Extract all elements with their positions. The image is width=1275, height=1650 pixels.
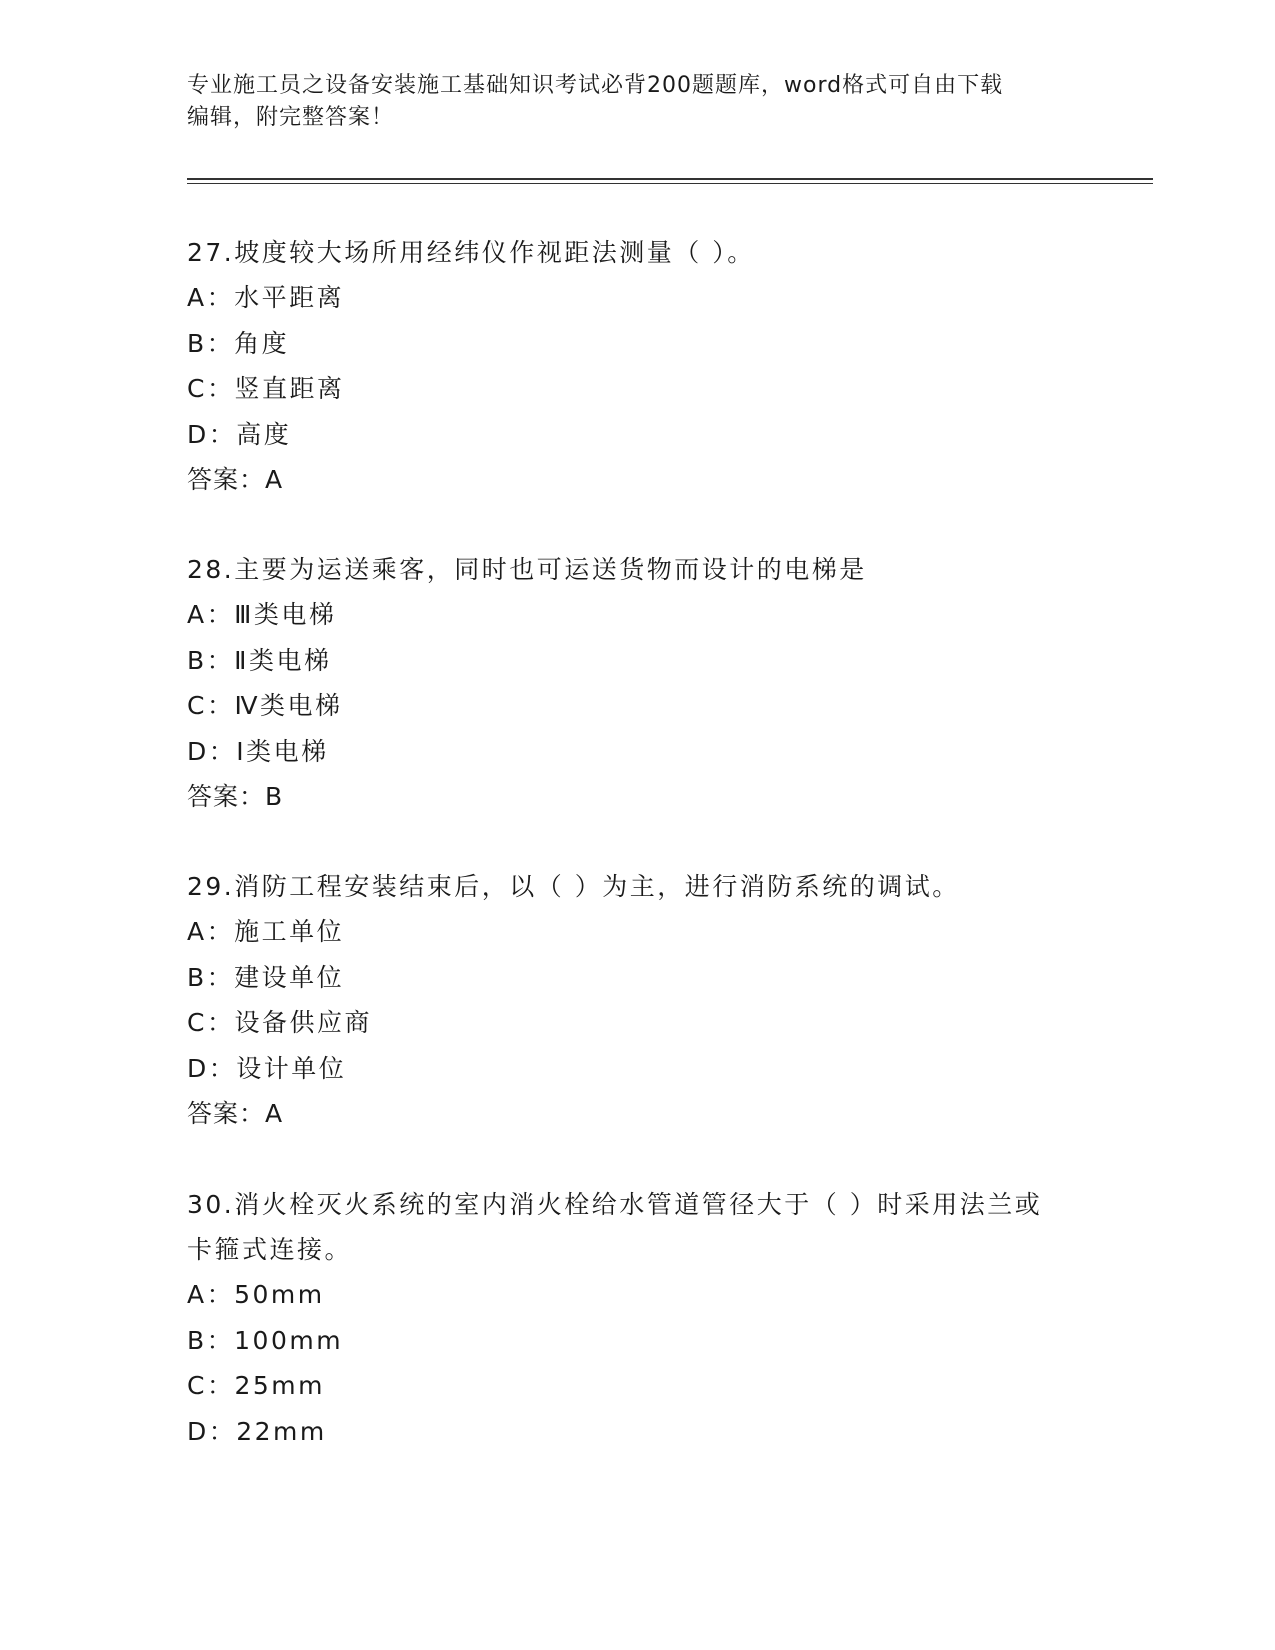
option-a: A：水平距离 bbox=[187, 283, 345, 312]
answer: 答案：A bbox=[187, 1099, 284, 1128]
option-a: A：Ⅲ类电梯 bbox=[187, 600, 337, 629]
option-c: C：Ⅳ类电梯 bbox=[187, 691, 343, 720]
option-d: D：高度 bbox=[187, 419, 292, 449]
option-a: A：50mm bbox=[187, 1280, 325, 1309]
option-c: C：设备供应商 bbox=[187, 1008, 372, 1037]
header-line-2: 编辑，附完整答案！ bbox=[187, 105, 395, 130]
option-b: B：Ⅱ类电梯 bbox=[187, 645, 332, 675]
option-b: B：建设单位 bbox=[187, 962, 345, 992]
option-a: A：施工单位 bbox=[187, 917, 345, 946]
option-d: D：设计单位 bbox=[187, 1053, 347, 1083]
answer: 答案：B bbox=[187, 782, 284, 811]
document-header bbox=[187, 70, 1087, 134]
question-text: 27.坡度较大场所用经纬仪作视距法测量（ ）。 bbox=[187, 238, 755, 267]
question-text: 28.主要为运送乘客，同时也可运送货物而设计的电梯是 bbox=[187, 555, 867, 584]
question-text: 30.消火栓灭火系统的室内消火栓给水管道管径大于（ ）时采用法兰或卡箍式连接。 bbox=[187, 1190, 1043, 1264]
answer: 答案：A bbox=[187, 465, 284, 494]
option-b: B：角度 bbox=[187, 328, 290, 358]
option-d: D：Ⅰ类电梯 bbox=[187, 736, 329, 766]
header-divider-thin bbox=[187, 183, 1153, 184]
option-c: C：竖直距离 bbox=[187, 374, 345, 403]
header-line-1: 专业施工员之设备安装施工基础知识考试必背200题题库，word格式可自由下载 bbox=[187, 73, 1004, 98]
question-29 bbox=[187, 864, 1107, 1136]
question-30 bbox=[187, 1182, 1067, 1454]
header-divider-thick bbox=[187, 178, 1153, 180]
question-27 bbox=[187, 230, 1107, 502]
question-28 bbox=[187, 547, 1107, 819]
option-c: C：25mm bbox=[187, 1371, 325, 1400]
option-d: D：22mm bbox=[187, 1416, 327, 1446]
question-text: 29.消防工程安装结束后，以（ ）为主，进行消防系统的调试。 bbox=[187, 872, 960, 901]
option-b: B：100mm bbox=[187, 1325, 344, 1355]
